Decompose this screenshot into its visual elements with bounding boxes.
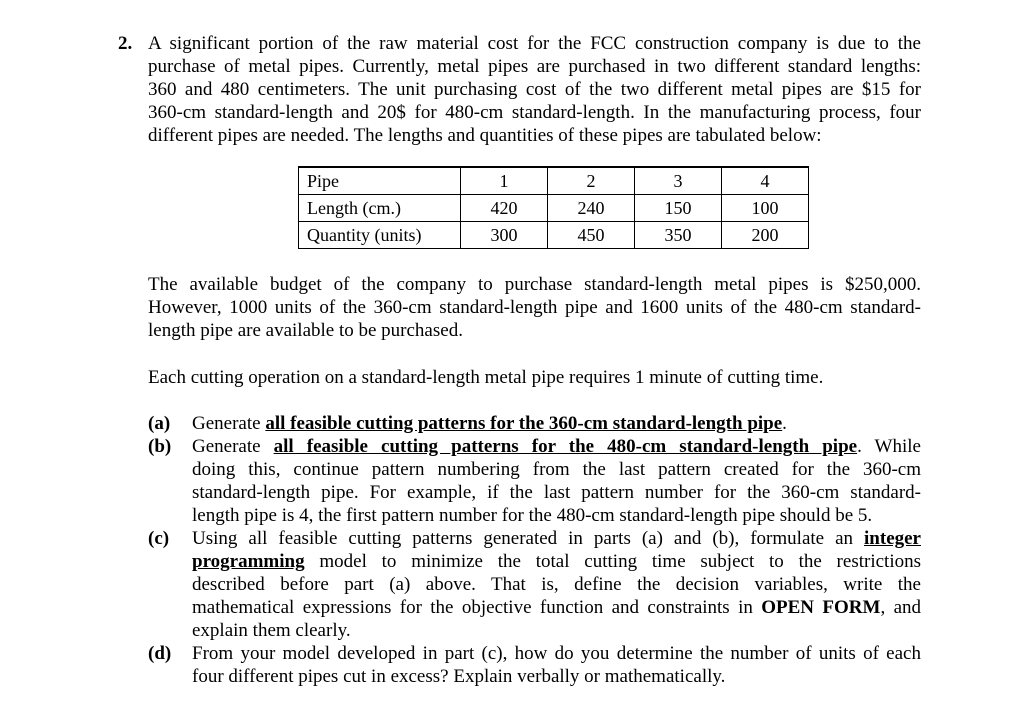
- part-c-bold: OPEN FORM: [761, 597, 881, 618]
- part-label: (d): [148, 643, 172, 664]
- budget-line: However, 1000 units of the 360-cm standard-length pipe and 1600 units of the 480-cm standard-: [148, 297, 921, 318]
- part-b: [148, 435, 921, 527]
- table-cell: 150: [635, 195, 722, 222]
- part-c-text: , and: [880, 597, 921, 618]
- part-a-suffix: .: [782, 413, 787, 434]
- intro-line: different pipes are needed. The lengths and quantities of these pipes are tabulated below:: [148, 125, 822, 146]
- part-a-emphasis: all feasible cutting patterns for the 360-cm standard-length pipe: [265, 413, 783, 434]
- intro-line: 360-cm standard-length and 20$ for 480-cm standard-length. In the manufacturing process, four: [148, 102, 921, 123]
- budget-paragraph: [148, 273, 921, 342]
- part-c-emphasis: integer: [864, 528, 921, 549]
- table-row: [299, 167, 809, 195]
- table-cell: 200: [722, 222, 809, 249]
- table-cell: 2: [548, 167, 635, 195]
- part-c: [148, 527, 921, 642]
- intro-paragraph: [148, 32, 921, 147]
- part-label: (a): [148, 413, 171, 434]
- pipe-table: [298, 166, 809, 249]
- part-b-line: doing this, continue pattern numbering from the last pattern created for the 360-cm: [192, 459, 921, 480]
- intro-line: 360 and 480 centimeters. The unit purchasing cost of the two different metal pipes are $15 for: [148, 79, 921, 100]
- row-header: Quantity (units): [299, 222, 461, 249]
- part-d-line: four different pipes cut in excess? Explain verbally or mathematically.: [192, 666, 726, 687]
- part-b-line: standard-length pipe. For example, if the last pattern number for the 360-cm standard-: [192, 482, 921, 503]
- budget-line: length pipe are available to be purchased.: [148, 320, 463, 341]
- intro-line: A significant portion of the raw material cost for the FCC construction company is due to the: [148, 33, 921, 54]
- cutting-line: Each cutting operation on a standard-length metal pipe requires 1 minute of cutting time.: [148, 367, 824, 388]
- table-cell: 420: [461, 195, 548, 222]
- table-row: [299, 222, 809, 249]
- part-d-line: From your model developed in part (c), how do you determine the number of units of each: [192, 643, 921, 664]
- part-b-line: length pipe is 4, the first pattern number for the 480-cm standard-length pipe should be 5.: [192, 505, 873, 526]
- table-cell: 240: [548, 195, 635, 222]
- table-cell: 300: [461, 222, 548, 249]
- table-row: [299, 195, 809, 222]
- part-c-text: model to minimize the total cutting time subject to the restrictions: [304, 551, 921, 572]
- table-cell: 4: [722, 167, 809, 195]
- part-a-text: Generate: [192, 413, 266, 434]
- table-cell: 350: [635, 222, 722, 249]
- part-b-emphasis: all feasible cutting patterns for the 480-cm standard-length pipe: [273, 436, 858, 457]
- part-c-text: Using all feasible cutting patterns generated in parts (a) and (b), formulate an: [192, 528, 865, 549]
- part-b-text: Generate: [192, 436, 274, 457]
- table-cell: 3: [635, 167, 722, 195]
- part-c-line: described before part (a) above. That is, define the decision variables, write the: [192, 574, 921, 595]
- intro-line: purchase of metal pipes. Currently, metal pipes are purchased in two different standard lengths:: [148, 56, 921, 77]
- part-label: (c): [148, 528, 170, 549]
- cutting-paragraph: [148, 366, 921, 389]
- row-header: Length (cm.): [299, 195, 461, 222]
- part-c-emphasis: programming: [192, 551, 305, 572]
- table-cell: 100: [722, 195, 809, 222]
- question-number: 2.: [118, 33, 133, 54]
- budget-line: The available budget of the company to purchase standard-length metal pipes is $250,000.: [148, 274, 921, 295]
- part-label: (b): [148, 436, 172, 457]
- part-c-text: mathematical expressions for the objective function and constraints in: [192, 597, 762, 618]
- part-a: [148, 412, 921, 435]
- part-d: [148, 642, 921, 688]
- part-c-line: explain them clearly.: [192, 620, 351, 641]
- row-header: Pipe: [299, 167, 461, 195]
- table-cell: 1: [461, 167, 548, 195]
- table-cell: 450: [548, 222, 635, 249]
- part-b-suffix: . While: [857, 436, 921, 457]
